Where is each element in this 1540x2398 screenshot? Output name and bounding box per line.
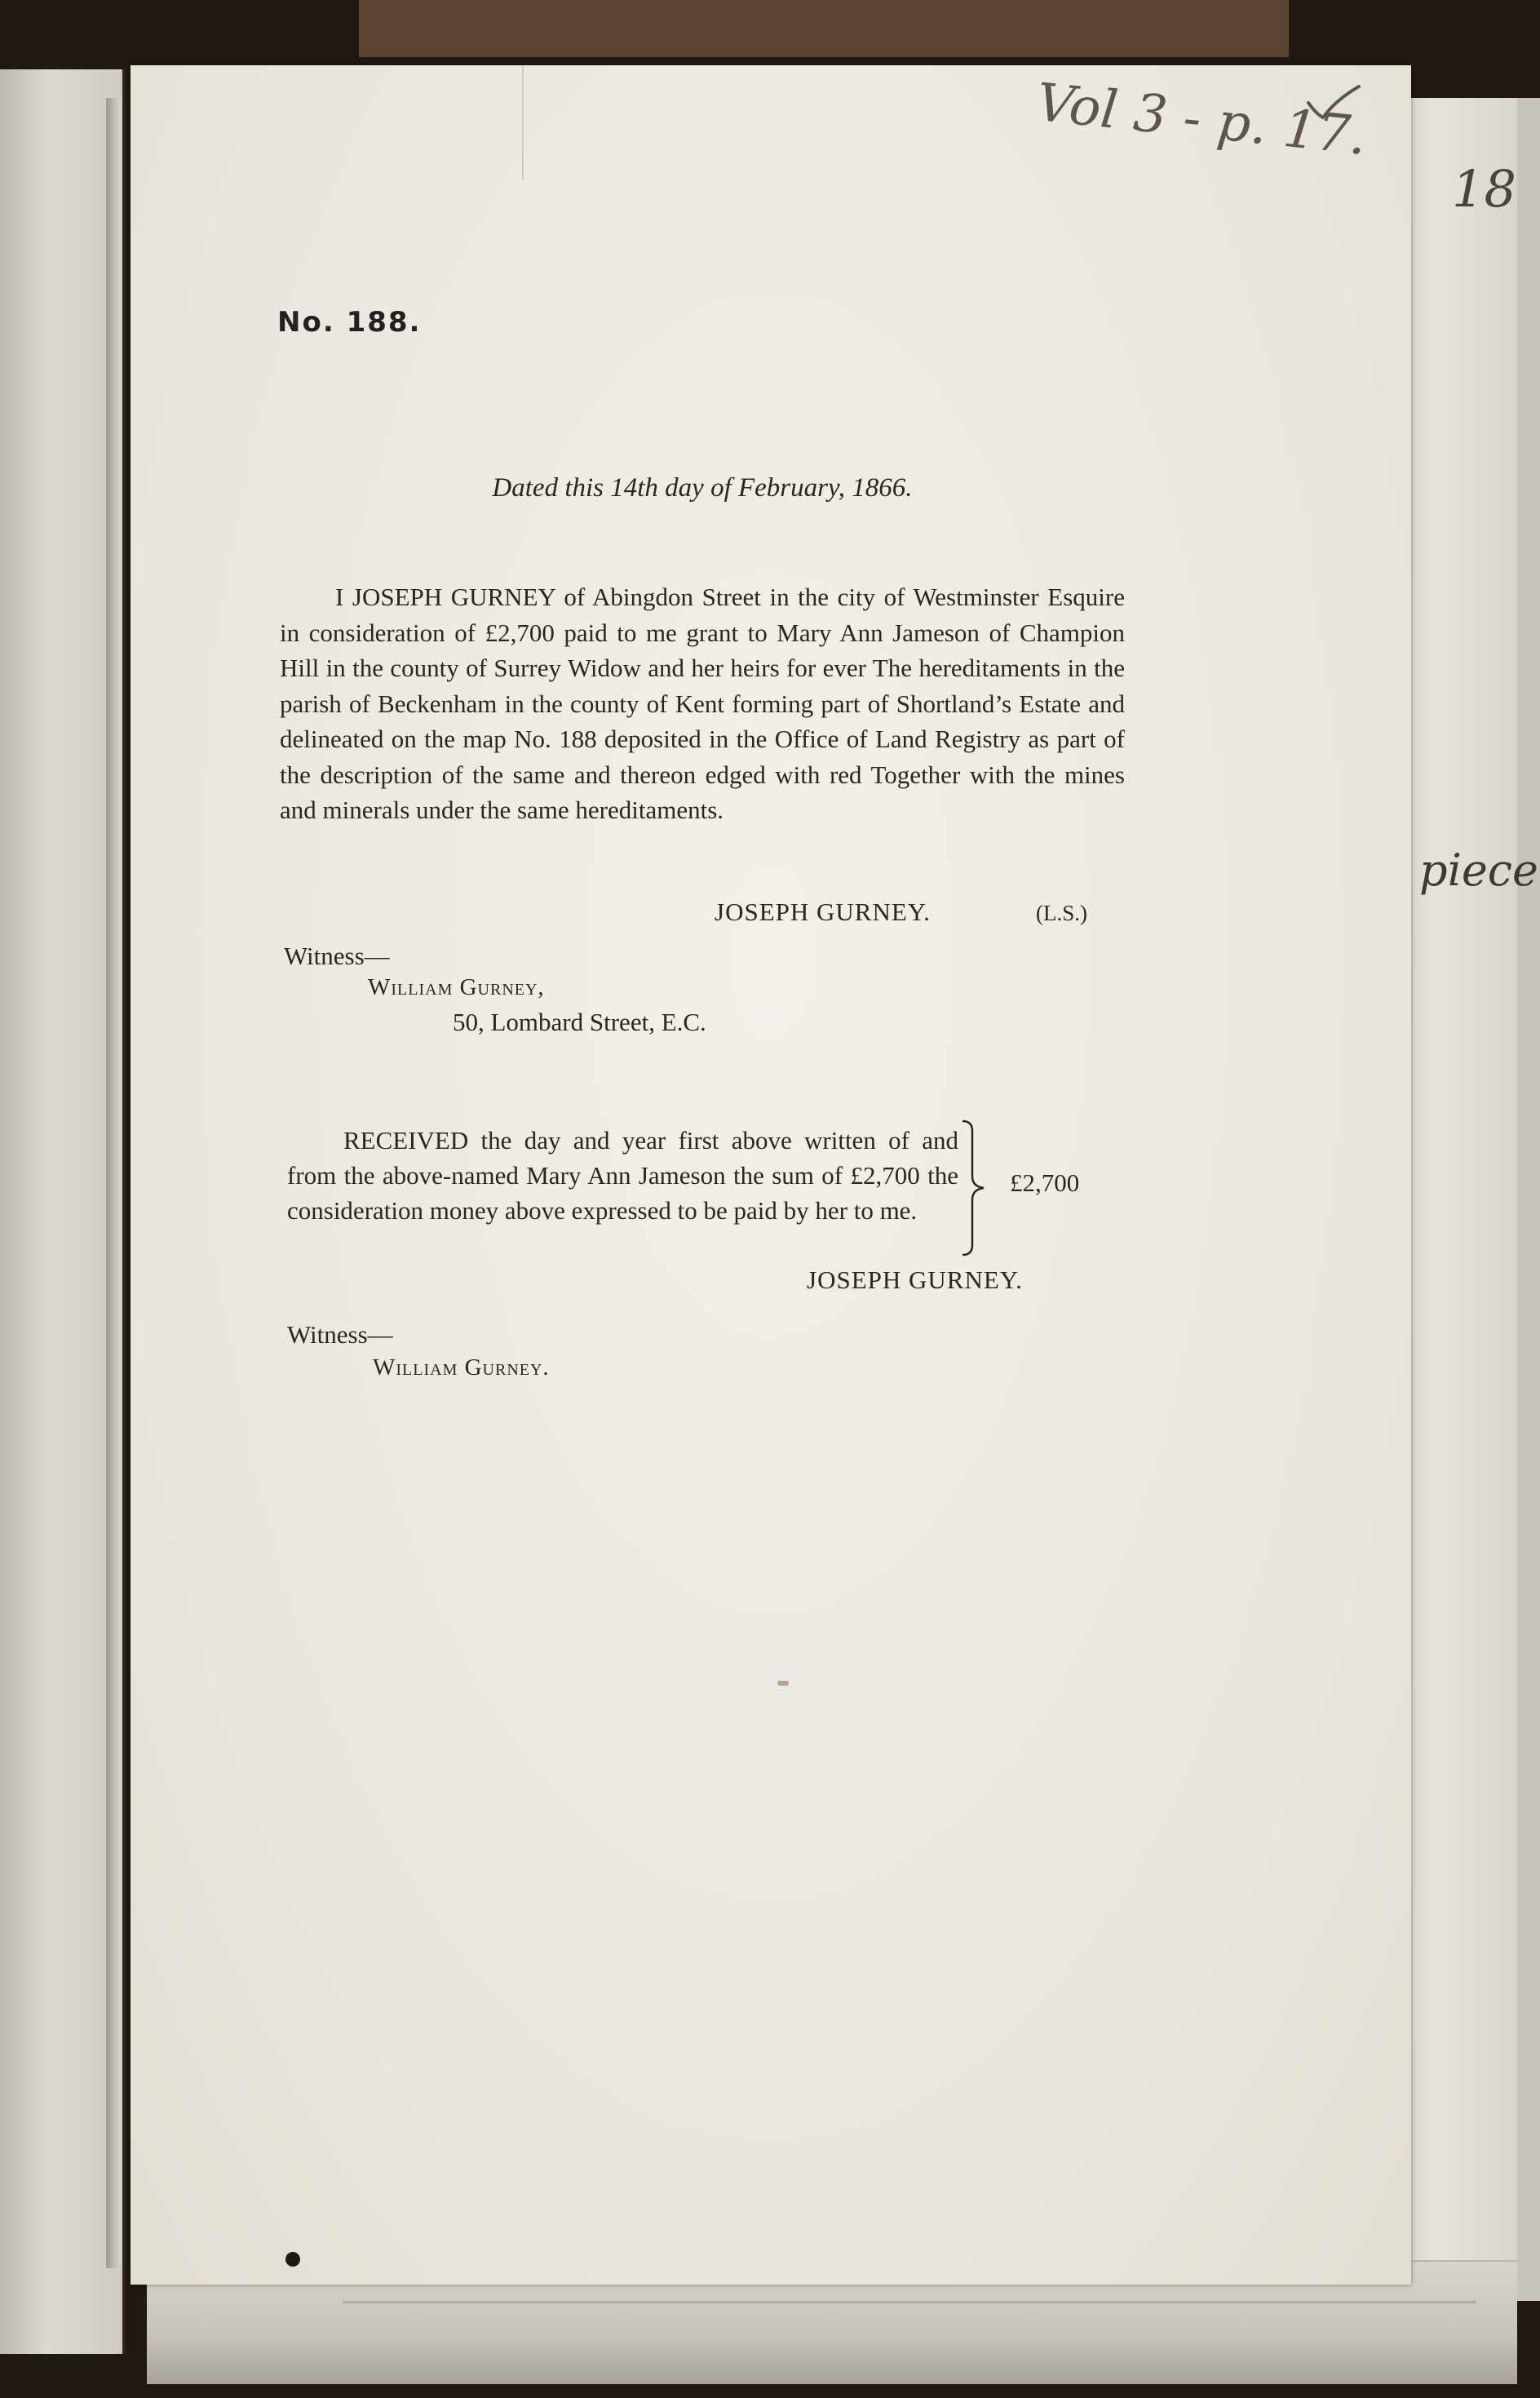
receipt-witness-name: William Gurney. bbox=[373, 1354, 550, 1381]
witness-address: 50, Lombard Street, E.C. bbox=[453, 1008, 706, 1036]
seal-mark: (L.S.) bbox=[1036, 901, 1087, 925]
grantor-signature: JOSEPH GURNEY. bbox=[715, 898, 931, 926]
receipt-witness-label: Witness— bbox=[287, 1320, 393, 1349]
receipt-paragraph: RECEIVED the day and year first above written of and from the above-named Mary Ann Jameson the sum of £2,700 the consideration money above expressed to be paid by her to me. bbox=[287, 1126, 958, 1225]
conveyance-paragraph: I JOSEPH GURNEY of Abingdon Street in the city of Westminster Esquire in consideration of £2,700 paid to me grant to Mary Ann Jameson of Champion Hill in the county of Surrey Widow and her heirs for ever The hereditaments in the parish of Beckenham in the county of Kent forming part of Shortland’s Estate and delineated on the map No. 188 deposited in the Office of Land Registry as part of the description of the same and thereon edged with red Together with the mines and minerals under the same hereditaments. bbox=[280, 583, 1125, 824]
right-page-edge bbox=[1517, 98, 1540, 2301]
handwritten-volume-note: Vol 3 - p. 17. bbox=[1033, 72, 1370, 168]
bottom-sheet-edge bbox=[343, 2301, 1476, 2303]
page-crease bbox=[522, 65, 524, 180]
dated-line: Dated this 14th day of February, 1866. bbox=[492, 473, 913, 503]
witness-label: Witness— bbox=[284, 942, 390, 970]
background-folder-strip bbox=[359, 0, 1289, 57]
curly-brace-icon bbox=[961, 1118, 987, 1258]
receipt-amount: £2,700 bbox=[1010, 1168, 1080, 1197]
punch-hole bbox=[285, 2252, 300, 2267]
right-margin-handwritten-word: piece bbox=[1419, 844, 1538, 896]
right-margin-handwritten-number: 18 bbox=[1452, 159, 1516, 219]
receipt-signature: JOSEPH GURNEY. bbox=[807, 1265, 1023, 1294]
document-number: No. 188. bbox=[277, 306, 422, 339]
witness-name: William Gurney, bbox=[368, 974, 545, 1000]
paper-stain bbox=[777, 1681, 789, 1686]
left-page-fold bbox=[106, 98, 121, 2268]
check-mark-icon bbox=[1305, 82, 1362, 122]
